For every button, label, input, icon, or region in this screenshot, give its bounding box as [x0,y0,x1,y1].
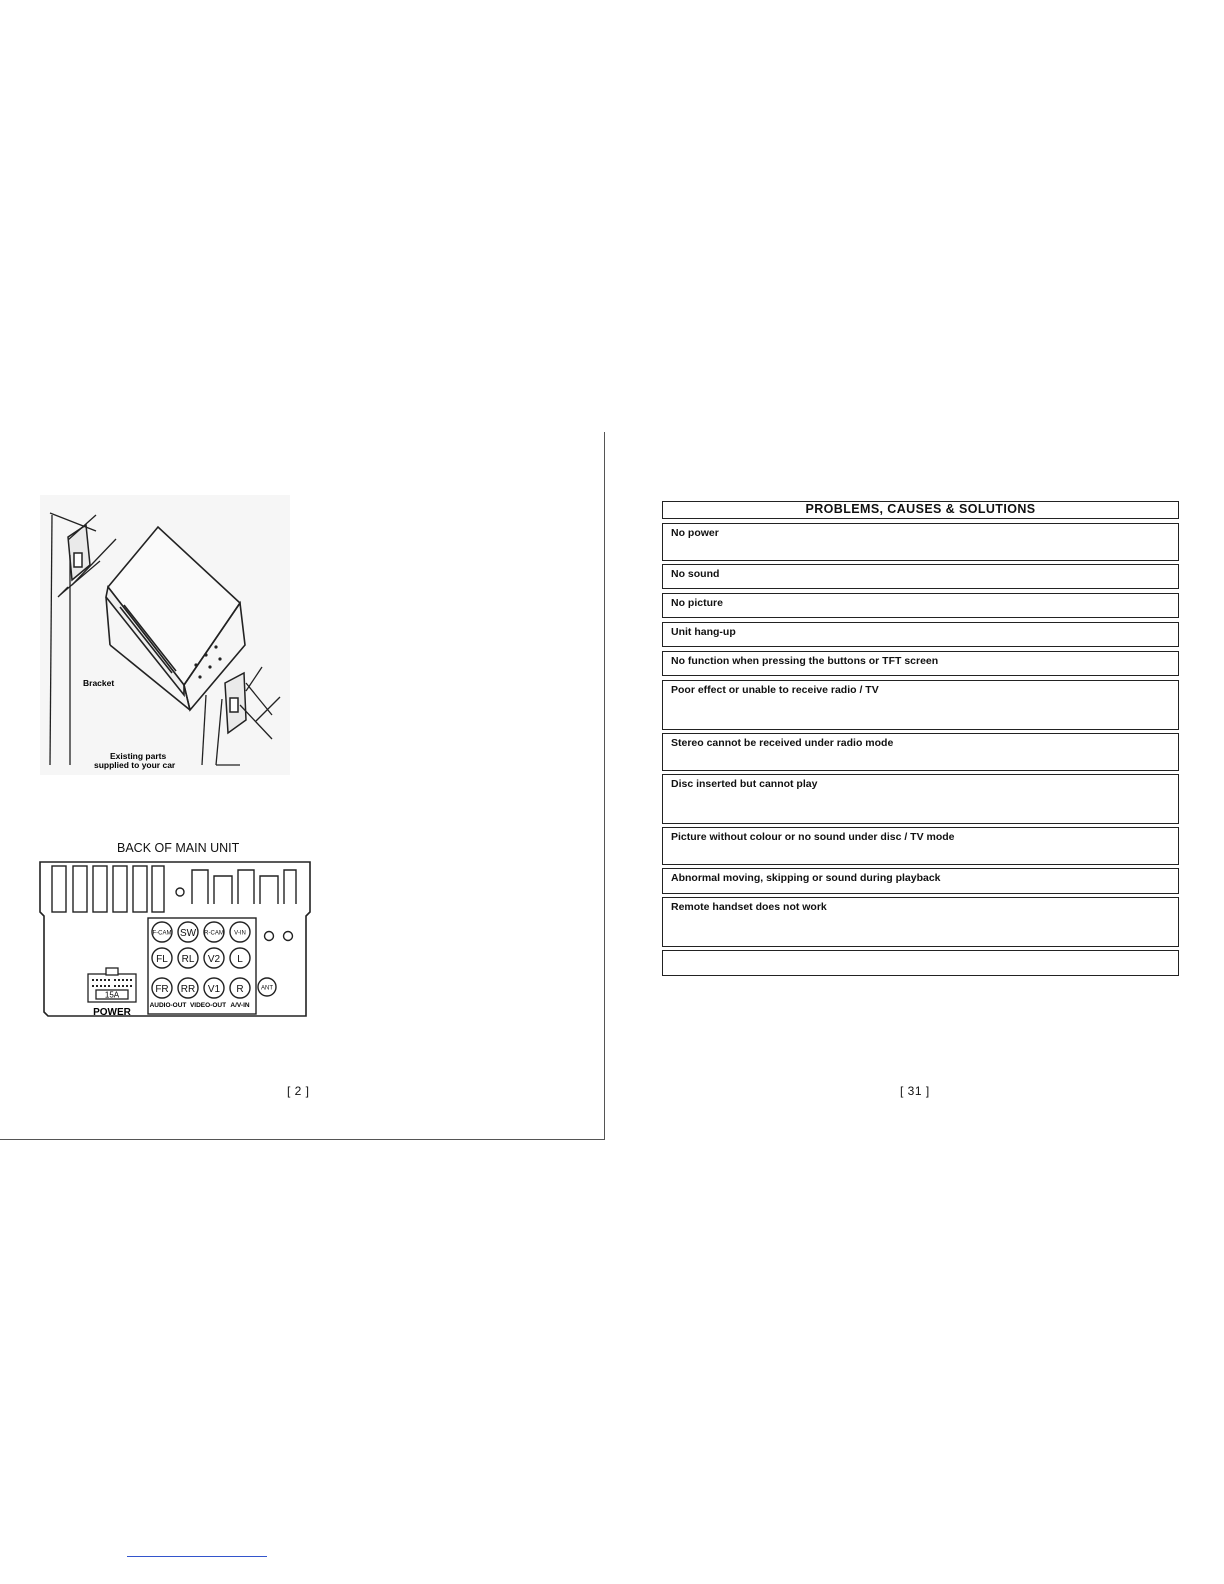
problem-row [662,868,1179,894]
problem-row [662,651,1179,676]
problem-row [662,523,1179,561]
connector-label: R [236,984,244,995]
problem-label: Abnormal moving, skipping or sound during playback [671,872,941,884]
page-number-left: [ 2 ] [287,1084,310,1098]
problem-label: No picture [671,597,723,609]
problem-row [662,593,1179,618]
problem-row-empty [662,950,1179,976]
page-divider-vertical [604,432,605,1140]
page-divider-horizontal [0,1139,605,1140]
connector-group-label: VIDEO-OUT [189,1002,227,1009]
problem-label: Remote handset does not work [671,901,827,913]
problem-row [662,680,1179,730]
connector-label: L [237,954,243,965]
power-label: POWER [93,1007,131,1018]
connector-label: F-CAM [152,930,172,937]
bracket-label: Bracket [83,678,115,688]
problem-row [662,622,1179,647]
connector-group-label: AUDIO-OUT [149,1002,187,1009]
problem-label: Unit hang-up [671,626,736,638]
connector-label: V-IN [234,930,246,937]
connector-label: FL [156,954,168,965]
problem-row [662,733,1179,771]
problem-row [662,897,1179,947]
back-unit-diagram [38,858,314,1020]
connector-group-label: A/V-IN [230,1002,250,1009]
existing-parts-label-line2: supplied to your car [94,760,176,770]
connector-label: FR [155,984,169,995]
installation-diagram [40,495,290,775]
page-number-right: [ 31 ] [900,1084,930,1098]
problem-label: Poor effect or unable to receive radio / TV [671,684,879,696]
problem-label: Picture without colour or no sound under disc / TV mode [671,831,955,843]
problem-row [662,827,1179,865]
connector-label: RL [181,954,195,965]
problem-label: Stereo cannot be received under radio mode [671,737,894,749]
connector-label: V2 [207,954,221,965]
table-title-box [662,501,1179,519]
back-unit-heading: BACK OF MAIN UNIT [117,841,240,855]
table-title: PROBLEMS, CAUSES & SOLUTIONS [805,502,1036,516]
connector-label: SW [179,928,197,939]
problem-row [662,774,1179,824]
problem-label: No power [671,527,719,539]
problem-label: Disc inserted but cannot play [671,778,818,790]
problem-label: No function when pressing the buttons or TFT screen [671,655,939,667]
antenna-label: ANT [261,985,273,992]
connector-label: V1 [207,984,221,995]
problem-label: No sound [671,568,720,580]
existing-parts-label-line1: Existing parts [110,751,167,761]
connector-label: R-CAM [204,930,224,937]
fuse-label: 15A [104,990,120,1000]
problem-row [662,564,1179,589]
footer-link-underline [127,1556,267,1557]
connector-label: RR [180,984,196,995]
